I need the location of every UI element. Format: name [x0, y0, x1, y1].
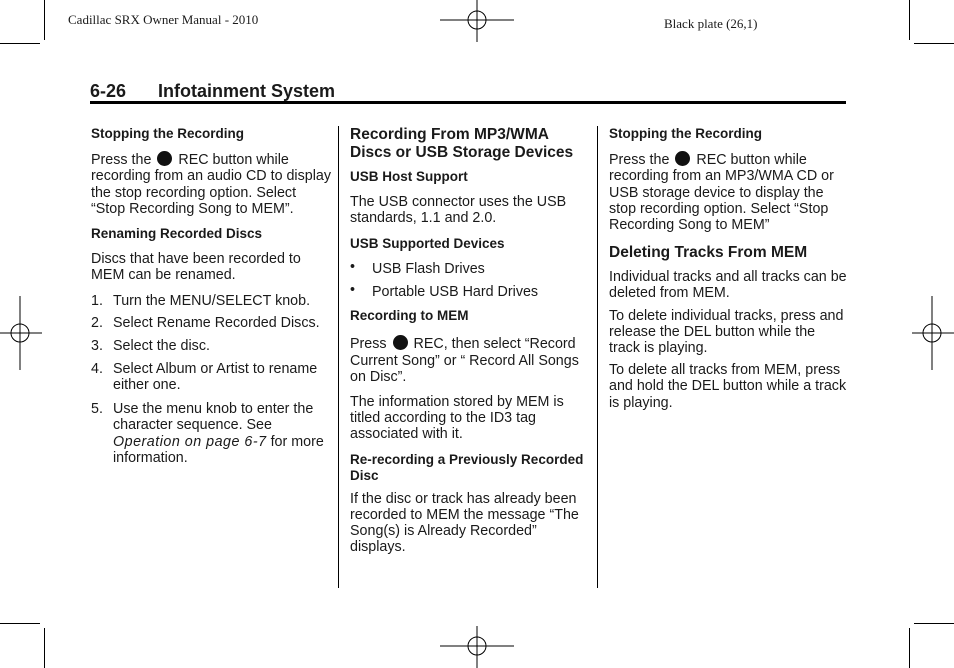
chapter-heading: [90, 81, 846, 102]
crop-mark: [0, 623, 40, 624]
list-item: 1. Turn the MENU/SELECT knob.: [91, 292, 311, 309]
column-right: [609, 126, 849, 417]
section-heading: Recording From MP3/WMA Discs or USB Storage Devices: [350, 126, 574, 161]
chapter-title: Infotainment System: [158, 81, 336, 101]
crop-mark: [44, 628, 45, 668]
section-heading: Renaming Recorded Discs: [91, 226, 263, 242]
registration-mark-left: [0, 296, 42, 370]
page-number: 6-26: [90, 81, 127, 101]
device-list: [350, 258, 590, 301]
page-reference-link[interactable]: Operation on page 6-7: [113, 433, 267, 450]
section-heading: Deleting Tracks From MEM: [609, 244, 808, 262]
list-item: 5. Use the menu knob to enter the character sequence. See Operation on page 6-7 for more information.: [91, 401, 324, 466]
plate-label: Black plate (26,1): [664, 16, 758, 31]
paragraph: Individual tracks and all tracks can be deleted from MEM.: [609, 269, 847, 302]
paragraph: If the disc or track has already been recorded to MEM the message “The Song(s) is Already Recorded” displays.: [350, 490, 579, 556]
paragraph: Press the REC button while recording from an MP3/WMA CD or USB storage device to display the stop recording option. Select “Stop Recording Song to MEM”: [609, 152, 834, 234]
crop-mark: [914, 43, 954, 44]
crop-mark: [909, 628, 910, 668]
list-item: 2. Select Rename Recorded Discs.: [91, 315, 320, 332]
registration-mark-top: [440, 0, 514, 44]
paragraph: Press REC, then select “Record Current Song” or “ Record All Songs on Disc”.: [350, 336, 579, 385]
manual-title: Cadillac SRX Owner Manual - 2010: [68, 12, 259, 27]
paragraph: To delete all tracks from MEM, press and hold the DEL button while a track is playing.: [609, 362, 847, 411]
rec-button-icon: [393, 335, 408, 350]
subsection-heading: Re-recording a Previously Recorded Disc: [350, 451, 584, 483]
rec-button-icon: [675, 151, 690, 166]
paragraph: The information stored by MEM is titled according to the ID3 tag associated with it.: [350, 394, 564, 443]
heading-rule: [90, 101, 846, 104]
steps-list: [91, 293, 331, 466]
section-heading: Stopping the Recording: [91, 126, 244, 141]
crop-mark: [44, 0, 45, 40]
column-left: [91, 126, 331, 472]
list-item: • USB Flash Drives: [350, 258, 485, 277]
crop-mark: [909, 0, 910, 40]
column-divider: [338, 126, 339, 588]
registration-mark-right: [912, 296, 954, 370]
list-item: • Portable USB Hard Drives: [350, 282, 539, 301]
section-heading: Stopping the Recording: [609, 126, 762, 141]
paragraph: The USB connector uses the USB standards, 1.1 and 2.0.: [350, 194, 567, 227]
paragraph: Press the REC button while recording from an audio CD to display the stop recording option. Select “Stop Recording Song to MEM”.: [91, 152, 331, 217]
paragraph: To delete individual tracks, press and release the DEL button while the track is playing.: [609, 307, 844, 357]
paragraph: Discs that have been recorded to MEM can be renamed.: [91, 251, 301, 284]
subsection-heading: USB Supported Devices: [350, 235, 505, 251]
list-item: 3. Select the disc.: [91, 338, 210, 355]
crop-mark: [914, 623, 954, 624]
column-divider: [597, 126, 598, 588]
subsection-heading: Recording to MEM: [350, 308, 469, 324]
list-item: 4. Select Album or Artist to rename either one.: [91, 360, 318, 393]
subsection-heading: USB Host Support: [350, 169, 468, 184]
registration-mark-bottom: [440, 626, 514, 668]
crop-mark: [0, 43, 40, 44]
rec-button-icon: [157, 151, 172, 166]
column-middle: [350, 126, 590, 561]
